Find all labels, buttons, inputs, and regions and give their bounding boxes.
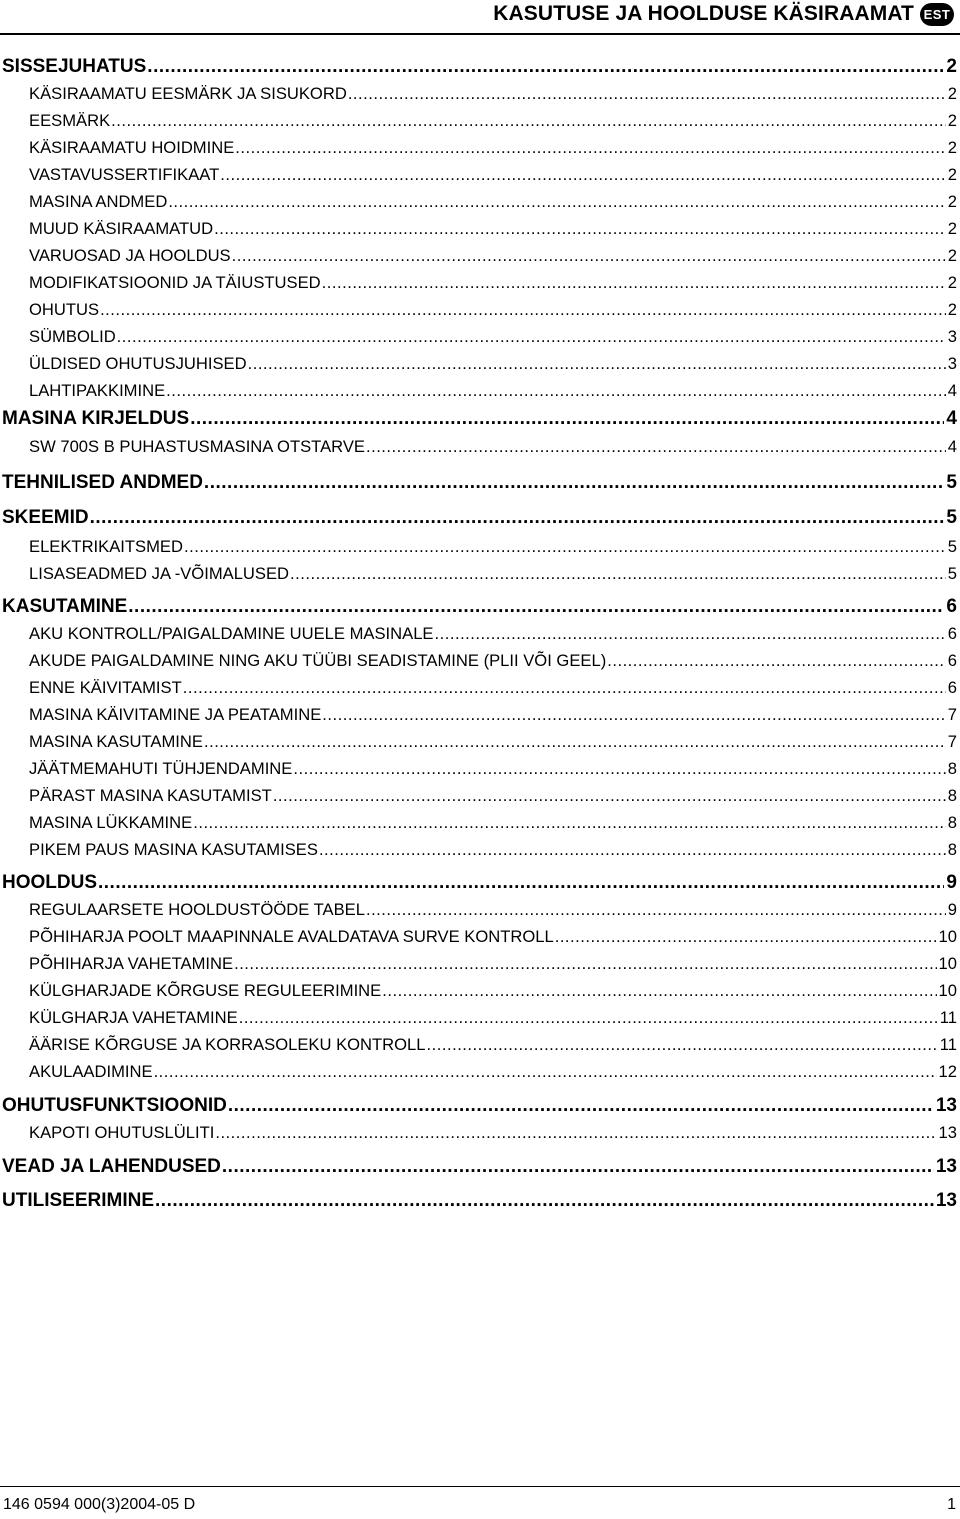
toc-dot-leader bbox=[90, 506, 945, 530]
toc-entry-label: KÄSIRAAMATU HOIDMINE bbox=[29, 138, 235, 157]
toc-entry-page: 10 bbox=[938, 981, 957, 1000]
toc-subsection-entry[interactable] bbox=[2, 435, 957, 459]
toc-entry-label: REGULAARSETE HOOLDUSTÖÖDE TABEL bbox=[29, 900, 365, 919]
toc-subsection-entry[interactable] bbox=[2, 649, 957, 673]
toc-entry-page: 10 bbox=[938, 927, 957, 946]
document-code: 146 0594 000(3)2004-05 D bbox=[3, 1496, 196, 1513]
toc-entry-label: VASTAVUSSERTIFIKAAT bbox=[29, 165, 220, 184]
toc-dot-leader bbox=[166, 379, 946, 403]
toc-entry-page: 13 bbox=[935, 1190, 957, 1211]
toc-dot-leader bbox=[204, 730, 946, 754]
toc-entry-page: 2 bbox=[947, 246, 957, 265]
toc-entry-page: 12 bbox=[938, 1062, 957, 1081]
toc-dot-leader bbox=[319, 838, 946, 862]
toc-entry-page: 5 bbox=[946, 472, 957, 493]
toc-entry-label: ÄÄRISE KÕRGUSE JA KORRASOLEKU KONTROLL bbox=[29, 1035, 426, 1054]
toc-dot-leader bbox=[366, 898, 946, 922]
toc-entry-page: 8 bbox=[947, 840, 957, 859]
toc-subsection-entry[interactable] bbox=[2, 784, 957, 808]
toc-dot-leader bbox=[215, 1121, 936, 1145]
toc-entry-label: SÜMBOLID bbox=[29, 327, 116, 346]
toc-dot-leader bbox=[147, 55, 944, 79]
toc-entry-label: AKU KONTROLL/PAIGALDAMINE UUELE MASINALE bbox=[29, 624, 434, 643]
toc-subsection-entry[interactable] bbox=[2, 952, 957, 976]
toc-entry-page: 13 bbox=[935, 1095, 957, 1116]
toc-section-entry[interactable] bbox=[2, 1094, 957, 1118]
toc-dot-leader bbox=[290, 562, 946, 586]
toc-section-entry[interactable] bbox=[2, 1155, 957, 1179]
toc-entry-label: KASUTAMINE bbox=[2, 596, 128, 617]
toc-entry-page: 6 bbox=[946, 596, 957, 617]
toc-dot-leader bbox=[239, 1006, 938, 1030]
toc-subsection-entry[interactable] bbox=[2, 562, 957, 586]
toc-subsection-entry[interactable] bbox=[2, 838, 957, 862]
toc-entry-page: 9 bbox=[947, 900, 957, 919]
toc-section-entry[interactable] bbox=[2, 595, 957, 619]
toc-entry-page: 7 bbox=[947, 705, 957, 724]
toc-dot-leader bbox=[293, 757, 945, 781]
toc-subsection-entry[interactable] bbox=[2, 136, 957, 160]
toc-entry-page: 4 bbox=[946, 408, 957, 429]
toc-entry-label: VEAD JA LAHENDUSED bbox=[2, 1156, 221, 1177]
toc-dot-leader bbox=[193, 811, 946, 835]
toc-section-entry[interactable] bbox=[2, 55, 957, 79]
toc-dot-leader bbox=[168, 190, 945, 214]
toc-entry-page: 4 bbox=[947, 437, 957, 456]
header-divider bbox=[0, 33, 960, 35]
toc-subsection-entry[interactable] bbox=[2, 217, 957, 241]
toc-entry-label: LAHTIPAKKIMINE bbox=[29, 381, 166, 400]
toc-entry-page: 2 bbox=[946, 56, 957, 77]
toc-entry-label: ENNE KÄIVITAMIST bbox=[29, 678, 182, 697]
page-header bbox=[0, 0, 960, 36]
toc-subsection-entry[interactable] bbox=[2, 757, 957, 781]
toc-entry-page: 8 bbox=[947, 786, 957, 805]
toc-subsection-entry[interactable] bbox=[2, 622, 957, 646]
toc-dot-leader bbox=[128, 595, 944, 619]
toc-subsection-entry[interactable] bbox=[2, 1121, 957, 1145]
toc-entry-label: MASINA KIRJELDUS bbox=[2, 408, 190, 429]
toc-subsection-entry[interactable] bbox=[2, 811, 957, 835]
toc-entry-page: 13 bbox=[935, 1156, 957, 1177]
toc-subsection-entry[interactable] bbox=[2, 82, 957, 106]
toc-dot-leader bbox=[117, 325, 946, 349]
toc-entry-label: KÜLGHARJA VAHETAMINE bbox=[29, 1008, 238, 1027]
toc-entry-label: PÕHIHARJA VAHETAMINE bbox=[29, 954, 234, 973]
toc-subsection-entry[interactable] bbox=[2, 676, 957, 700]
language-badge: EST bbox=[920, 3, 954, 26]
toc-entry-label: VARUOSAD JA HOOLDUS bbox=[29, 246, 231, 265]
toc-dot-leader bbox=[248, 352, 946, 376]
toc-entry-label: OHUTUS bbox=[29, 300, 100, 319]
toc-entry-label: AKULAADIMINE bbox=[29, 1062, 153, 1081]
toc-dot-leader bbox=[100, 298, 946, 322]
toc-dot-leader bbox=[204, 471, 945, 495]
toc-section-entry[interactable] bbox=[2, 471, 957, 495]
toc-entry-label: SISSEJUHATUS bbox=[2, 56, 147, 77]
toc-entry-page: 2 bbox=[947, 219, 957, 238]
toc-entry-page: 5 bbox=[947, 537, 957, 556]
toc-subsection-entry[interactable] bbox=[2, 298, 957, 322]
toc-entry-label: LISASEADMED JA -VÕIMALUSED bbox=[29, 564, 290, 583]
toc-dot-leader bbox=[220, 163, 946, 187]
toc-subsection-entry[interactable] bbox=[2, 271, 957, 295]
toc-section-entry[interactable] bbox=[2, 1189, 957, 1213]
toc-dot-leader bbox=[322, 271, 946, 295]
toc-dot-leader bbox=[154, 1060, 937, 1084]
toc-entry-page: 3 bbox=[947, 327, 957, 346]
toc-entry-label: JÄÄTMEMAHUTI TÜHJENDAMINE bbox=[29, 759, 293, 778]
toc-entry-label: PÄRAST MASINA KASUTAMIST bbox=[29, 786, 272, 805]
toc-subsection-entry[interactable] bbox=[2, 1060, 957, 1084]
toc-entry-page: 2 bbox=[947, 300, 957, 319]
page-number: 1 bbox=[947, 1496, 956, 1513]
toc-dot-leader bbox=[435, 622, 946, 646]
document-title: KASUTUSE JA HOOLDUSE KÄSIRAAMAT bbox=[493, 2, 914, 25]
toc-subsection-entry[interactable] bbox=[2, 163, 957, 187]
toc-dot-leader bbox=[190, 407, 944, 431]
toc-dot-leader bbox=[322, 703, 945, 727]
toc-entry-page: 5 bbox=[947, 564, 957, 583]
toc-dot-leader bbox=[98, 871, 944, 895]
toc-entry-label: SKEEMID bbox=[2, 507, 89, 528]
toc-entry-label: PIKEM PAUS MASINA KASUTAMISES bbox=[29, 840, 318, 859]
toc-entry-page: 2 bbox=[947, 138, 957, 157]
toc-entry-label: OHUTUSFUNKTSIOONID bbox=[2, 1095, 227, 1116]
toc-entry-label: MASINA ANDMED bbox=[29, 192, 168, 211]
toc-entry-page: 13 bbox=[938, 1123, 957, 1142]
toc-entry-page: 6 bbox=[947, 678, 957, 697]
toc-entry-label: SW 700S B PUHASTUSMASINA OTSTARVE bbox=[29, 437, 365, 456]
toc-subsection-entry[interactable] bbox=[2, 1033, 957, 1057]
toc-entry-label: MODIFIKATSIOONID JA TÄIUSTUSED bbox=[29, 273, 321, 292]
toc-entry-page: 4 bbox=[947, 381, 957, 400]
toc-entry-label: MASINA KASUTAMINE bbox=[29, 732, 203, 751]
toc-entry-label: ÜLDISED OHUTUSJUHISED bbox=[29, 354, 247, 373]
toc-entry-label: MASINA LÜKKAMINE bbox=[29, 813, 193, 832]
toc-subsection-entry[interactable] bbox=[2, 1006, 957, 1030]
toc-dot-leader bbox=[607, 649, 946, 673]
toc-subsection-entry[interactable] bbox=[2, 109, 957, 133]
footer-divider bbox=[0, 1486, 960, 1487]
toc-entry-page: 11 bbox=[939, 1008, 957, 1027]
toc-entry-label: MUUD KÄSIRAAMATUD bbox=[29, 219, 214, 238]
toc-entry-label: ELEKTRIKAITSMED bbox=[29, 537, 183, 556]
toc-entry-label: PÕHIHARJA POOLT MAAPINNALE AVALDATAVA SURVE KONTROLL bbox=[29, 927, 554, 946]
toc-dot-leader bbox=[222, 1155, 934, 1179]
toc-entry-label: UTILISEERIMINE bbox=[2, 1190, 155, 1211]
toc-subsection-entry[interactable] bbox=[2, 703, 957, 727]
toc-entry-page: 5 bbox=[946, 507, 957, 528]
toc-entry-page: 2 bbox=[947, 192, 957, 211]
toc-dot-leader bbox=[382, 979, 936, 1003]
toc-subsection-entry[interactable] bbox=[2, 325, 957, 349]
toc-dot-leader bbox=[234, 952, 936, 976]
toc-subsection-entry[interactable] bbox=[2, 379, 957, 403]
toc-dot-leader bbox=[273, 784, 946, 808]
toc-entry-page: 2 bbox=[947, 165, 957, 184]
toc-entry-label: HOOLDUS bbox=[2, 872, 97, 893]
toc-entry-label: KAPOTI OHUTUSLÜLITI bbox=[29, 1123, 215, 1142]
toc-entry-page: 6 bbox=[947, 651, 957, 670]
toc-subsection-entry[interactable] bbox=[2, 730, 957, 754]
toc-entry-page: 2 bbox=[947, 111, 957, 130]
toc-subsection-entry[interactable] bbox=[2, 190, 957, 214]
toc-entry-page: 2 bbox=[947, 84, 957, 103]
toc-entry-page: 8 bbox=[947, 759, 957, 778]
toc-entry-label: KÜLGHARJADE KÕRGUSE REGULEERIMINE bbox=[29, 981, 382, 1000]
toc-dot-leader bbox=[366, 435, 946, 459]
toc-dot-leader bbox=[155, 1189, 934, 1213]
toc-dot-leader bbox=[228, 1094, 934, 1118]
toc-dot-leader bbox=[183, 676, 946, 700]
toc-dot-leader bbox=[348, 82, 946, 106]
toc-dot-leader bbox=[235, 136, 945, 160]
toc-subsection-entry[interactable] bbox=[2, 244, 957, 268]
toc-entry-page: 9 bbox=[946, 872, 957, 893]
toc-section-entry[interactable] bbox=[2, 407, 957, 431]
toc-dot-leader bbox=[232, 244, 946, 268]
toc-section-entry[interactable] bbox=[2, 871, 957, 895]
toc-entry-page: 6 bbox=[947, 624, 957, 643]
toc-entry-label: EESMÄRK bbox=[29, 111, 111, 130]
toc-subsection-entry[interactable] bbox=[2, 352, 957, 376]
toc-entry-page: 8 bbox=[947, 813, 957, 832]
toc-section-entry[interactable] bbox=[2, 506, 957, 530]
toc-dot-leader bbox=[111, 109, 946, 133]
toc-dot-leader bbox=[184, 535, 946, 559]
toc-subsection-entry[interactable] bbox=[2, 898, 957, 922]
toc-dot-leader bbox=[427, 1033, 938, 1057]
toc-entry-label: KÄSIRAAMATU EESMÄRK JA SISUKORD bbox=[29, 84, 347, 103]
toc-subsection-entry[interactable] bbox=[2, 925, 957, 949]
toc-entry-page: 11 bbox=[939, 1035, 957, 1054]
toc-entry-label: AKUDE PAIGALDAMINE NING AKU TÜÜBI SEADISTAMINE (PLII VÕI GEEL) bbox=[29, 651, 607, 670]
toc-entry-page: 7 bbox=[947, 732, 957, 751]
toc-entry-page: 2 bbox=[947, 273, 957, 292]
toc-entry-label: TEHNILISED ANDMED bbox=[2, 472, 203, 493]
toc-dot-leader bbox=[555, 925, 937, 949]
toc-subsection-entry[interactable] bbox=[2, 979, 957, 1003]
toc-entry-page: 3 bbox=[947, 354, 957, 373]
toc-subsection-entry[interactable] bbox=[2, 535, 957, 559]
toc-entry-page: 10 bbox=[938, 954, 957, 973]
toc-entry-label: MASINA KÄIVITAMINE JA PEATAMINE bbox=[29, 705, 322, 724]
toc-dot-leader bbox=[214, 217, 946, 241]
